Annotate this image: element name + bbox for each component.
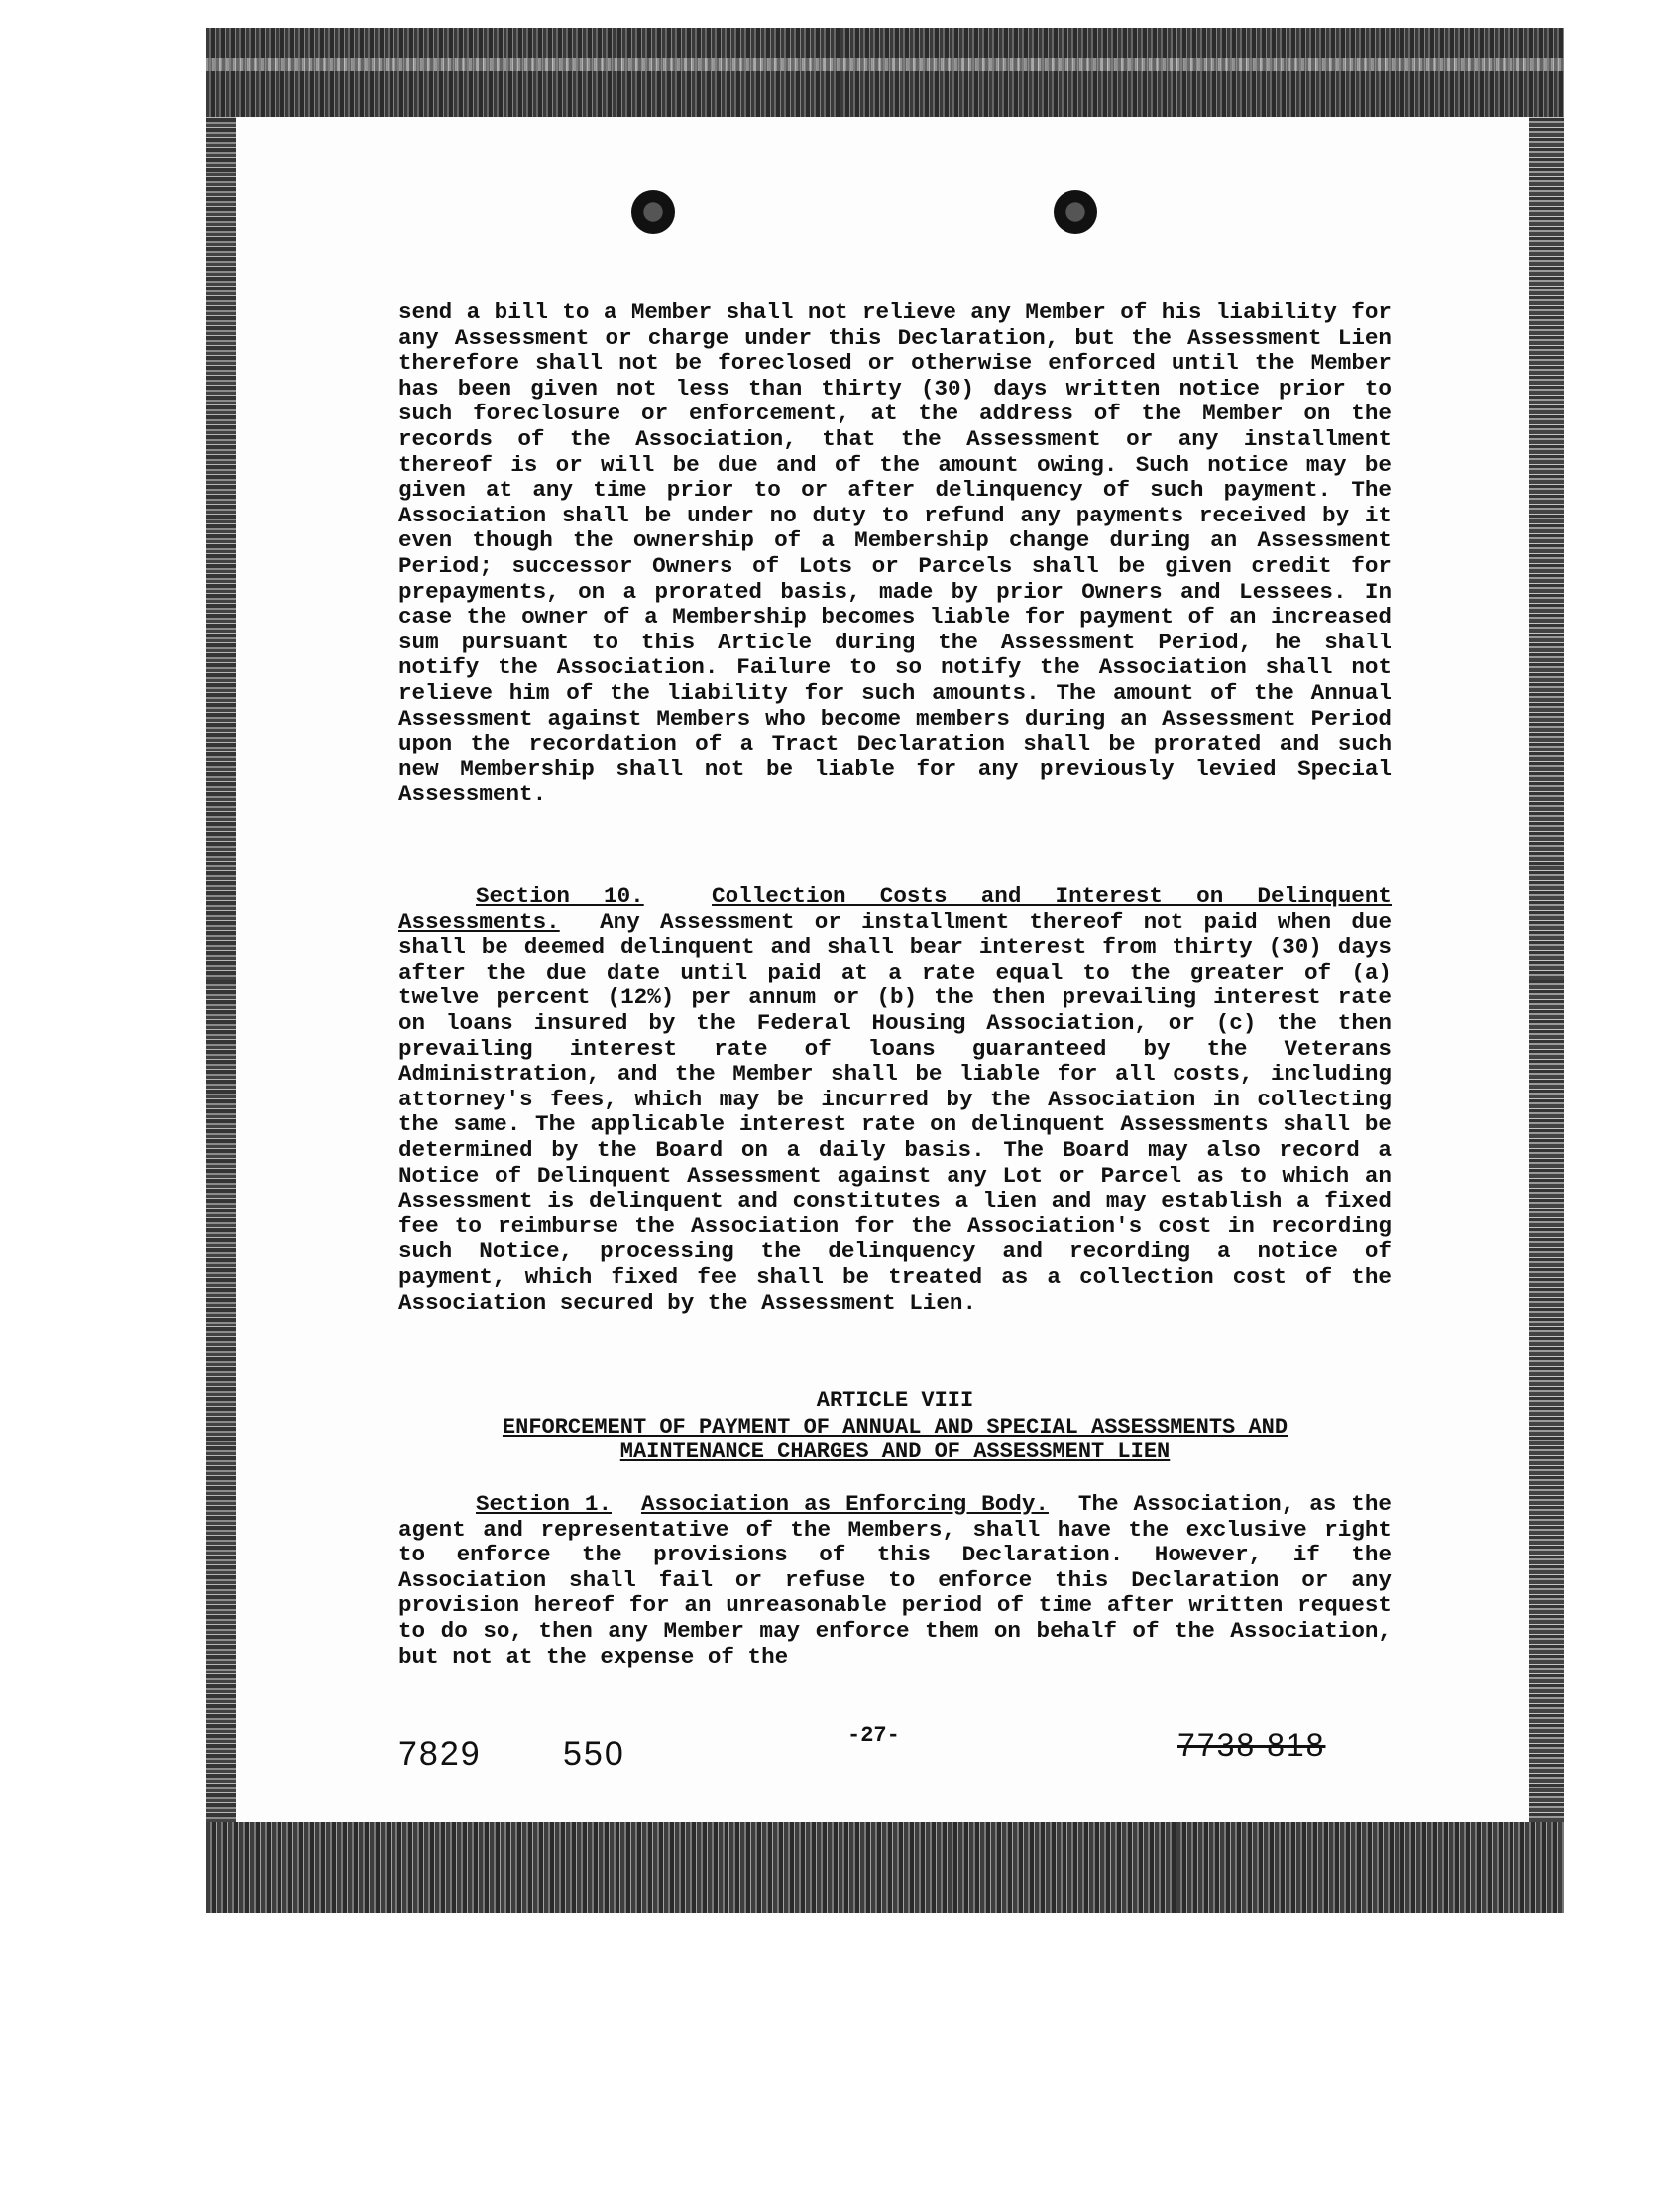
scan-border-top bbox=[206, 28, 1564, 117]
book-number: 7829 bbox=[398, 1735, 482, 1773]
article-title-line-2: MAINTENANCE CHARGES AND OF ASSESSMENT LIEN bbox=[619, 1440, 1171, 1464]
punch-hole-icon bbox=[631, 190, 675, 234]
section-1-heading: Section 1. bbox=[476, 1491, 612, 1517]
section-1-title: Association as Enforcing Body. bbox=[640, 1491, 1049, 1517]
book-page-number: 550 bbox=[563, 1735, 625, 1773]
section-10-paragraph bbox=[398, 884, 1392, 1316]
struck-reference: 7738 818 bbox=[1177, 1727, 1326, 1763]
article-title-line-1: ENFORCEMENT OF PAYMENT OF ANNUAL AND SPECIAL ASSESSMENTS AND bbox=[502, 1415, 1288, 1440]
scan-border-bottom bbox=[206, 1822, 1564, 1913]
page-number: -27- bbox=[847, 1723, 900, 1748]
scan-border-right bbox=[1529, 117, 1564, 1822]
section-1-text: The Association, as the agent and representative of the Members, shall have the exclusive right to enforce the provisions of this Declaration. However, if the Association shall fail or refuse to enforce this Declaration or any provision hereof for an unreasonable period of time after written request to do so, then any Member may enforce them on behalf of the Association, but not at the expense of the bbox=[398, 1491, 1392, 1670]
continued-paragraph bbox=[398, 300, 1392, 808]
article-number: ARTICLE VIII bbox=[816, 1388, 974, 1413]
paragraph-text: send a bill to a Member shall not relieve any Member of his liability for any Assessment or charge under this Declaration, but the Assessment Lien therefore shall not be foreclosed or otherwise enforced until the Member has been given not less than thirty (30) days written notice prior to such foreclosure or enforcement, at the address of the Member on the records of the Association, that the Assessment or any installment thereof is or will be due and of the amount owing. Such notice may be given at any time prior to or after delinquency of such payment. The Association shall be under no duty to refund any payments received by it even though the ownership of a Membership change during an Assessment Period; successor Owners of Lots or Parcels shall be given credit for prepayments, on a prorated basis, made by prior Owners and Lessees. In case the owner of a Membership becomes liable for payment of an increased sum pursuant to this Article during the Assessment Period, he shall notify the Association. Failure to so notify the Association shall not relieve him of the liability for such amounts. The amount of the Annual Assessment against Members who become members during an Assessment Period upon the recordation of a Tract Declaration shall be prorated and such new Membership shall not be liable for any previously levied Special Assessment. bbox=[398, 299, 1392, 808]
section-10 bbox=[398, 884, 1392, 1316]
section-1 bbox=[398, 1492, 1392, 1670]
punch-hole-icon bbox=[1054, 190, 1097, 234]
section-10-heading: Section 10. bbox=[476, 883, 644, 909]
scan-border-left bbox=[206, 117, 236, 1822]
section-10-text: Any Assessment or installment thereof not paid when due shall be deemed delinquent and shall bear interest from thirty (30) days after the due date until paid at a rate equal to the greater of (a) twelve percent (12%) per annum or (b) the then prevailing interest rate on loans insured by the Federal Housing Association, or (c) the then prevailing interest rate of loans guaranteed by the Veterans Administration, and the Member shall be liable for all costs, including attorney's fees, which may be incurred by the Association in collecting the same. The applicable interest rate on delinquent Assessments shall be determined by the Board on a daily basis. The Board may also record a Notice of Delinquent Assessment against any Lot or Parcel as to which an Assessment is delinquent and constitutes a lien and may establish a fixed fee to reimburse the Association for the Association's cost in recording such Notice, processing the delinquency and recording a notice of payment, which fixed fee shall be treated as a collection cost of the Association secured by the Assessment Lien. bbox=[398, 908, 1393, 1316]
section-1-paragraph bbox=[398, 1492, 1392, 1670]
section-10-title: Collection Costs and Interest on Delinquent Assessments. bbox=[398, 883, 1392, 935]
